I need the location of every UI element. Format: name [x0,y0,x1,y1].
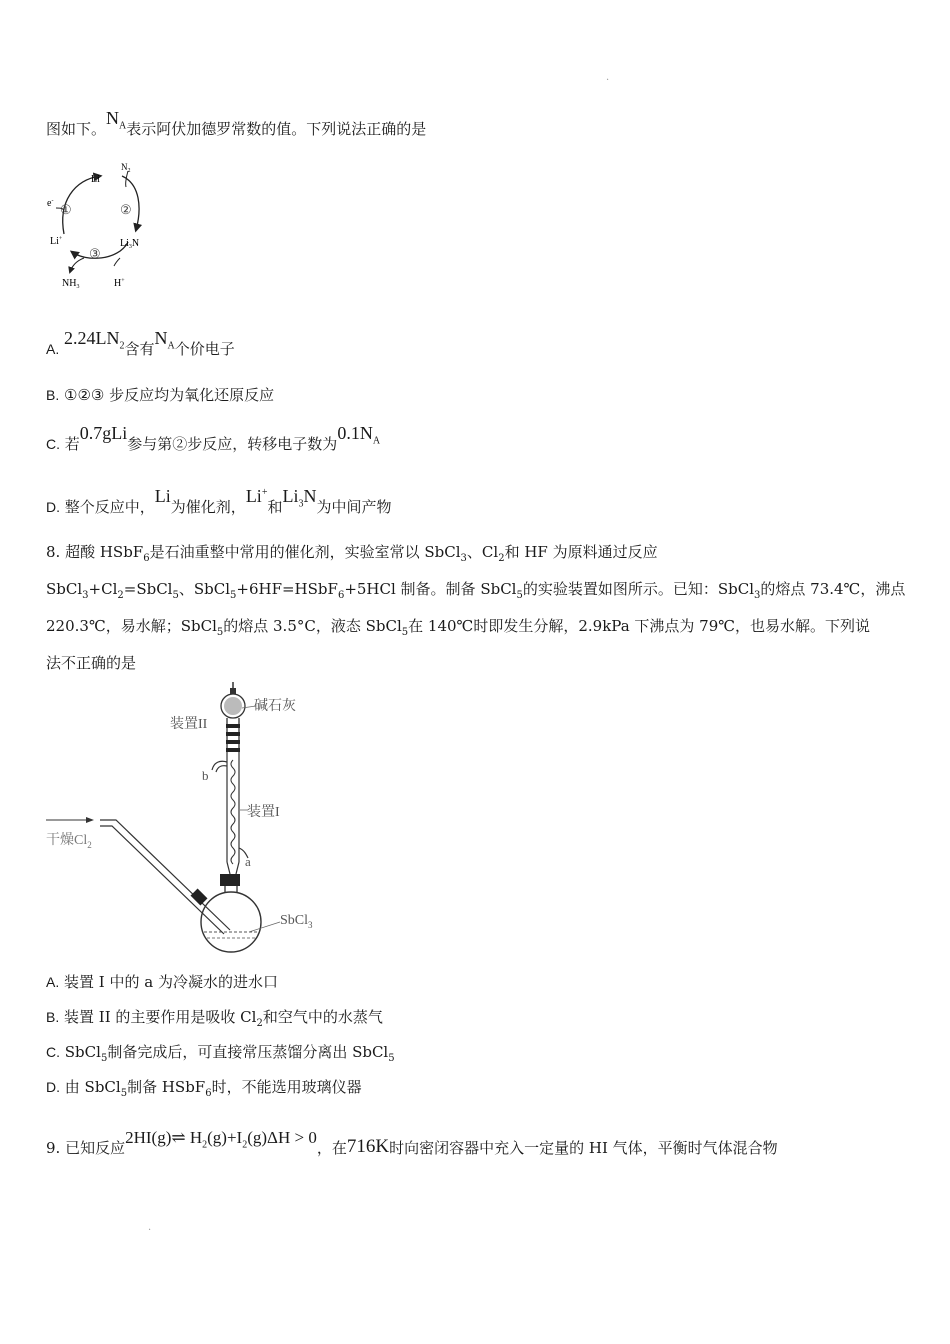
option-label: B. [46,1009,60,1025]
electron-label: e- [47,198,54,209]
q7-intro [46,108,427,147]
sbcl3-label: SbCl$_3$ [280,913,313,930]
scan-dot: . [606,72,610,83]
q9-stem: 9. 已知反应2HI(g)⇌ $H_2(g)+I_2(g)\Delta H > 0$，在716K时向密闭容器中充入一定量的 HI 气体，平衡时气体混合物 [46,1128,778,1157]
flask-stopper [220,874,240,886]
q8-stem-line3: 220.3℃，易水解；SbCl$_5$的熔点 3.5°C，液态 SbCl$_5$在 140℃时即发生分解，2.9kPa 下沸点为 79℃，也易水解。下列说 [46,617,871,638]
nh3-label: $NH_3$ [62,278,80,290]
math-li3n: $Li_3N$ [282,486,317,510]
nitrogen-cycle-diagram [44,158,164,296]
scan-dot: . [148,1222,152,1233]
option-label: C. [46,1044,60,1060]
q7-option-b [46,385,274,405]
option-label: B. [46,387,60,403]
q8-option-d: D. 由 SbCl$_5$制备 HSbF$_6$时，不能选用玻璃仪器 [46,1078,362,1099]
option-label: A. [46,341,60,357]
option-text: ①②③ 步反应均为氧化还原反应 [64,386,275,404]
option-text: 装置 I 中的 a 为冷凝水的进水口 [64,973,278,991]
temperature: 716K [346,1136,390,1157]
q7-option-a: A. $2.24LN_2$含有$N_A$个价电子 [46,328,235,358]
step3-marker: ③ [89,246,101,261]
option-label: C. [46,436,60,452]
outlet-b-label: b [202,768,209,783]
intro-text: 图如下。 [46,120,107,138]
na-symbol: $N_A$ [106,108,127,132]
option-label: D. [46,1079,60,1095]
na-symbol: $N_A$ [154,328,175,352]
q8-stem-line2: $SbCl_3+Cl_2=SbCl_5$、SbCl$_5$+6HF=HSbF$_6$+5HCl 制备。制备 SbCl$_5$的实验装置如图所示。已知：SbCl$_3$的熔点 73.4℃，沸点 [46,580,906,601]
option-label: D. [46,499,60,515]
apparatus-diagram [44,680,354,955]
option-label: A. [46,974,60,990]
inlet-a-label: a [245,854,251,869]
math-li-plus: Li+ [245,486,268,506]
li3n-label: $Li_3N$ [120,238,140,250]
soda-lime-label: 碱石灰 [254,699,296,714]
q8-option-a [46,972,278,992]
math-0.1na: $0.1N_A$ [337,423,381,447]
q8-stem-line1: 8. 超酸 HSbF$_6$是石油重整中常用的催化剂，实验室常以 SbCl$_3$、$Cl_2$和 HF 为原料通过反应 [46,543,658,564]
step1-marker: ① [60,202,72,217]
round-bottom-flask [201,892,261,952]
li-plus-label: Li+ [50,236,63,247]
dry-cl2-label: 干燥$Cl_2$ [46,833,92,850]
math-0.7gli: 0.7gLi [79,423,128,443]
h-plus-label: H+ [114,278,125,289]
intro-text: 表示阿伏加德罗常数的值。下列说法正确的是 [126,120,427,138]
device-ii-label: 装置II [170,717,208,732]
nh3-outflow [70,258,84,272]
q8-option-b: B. 装置 II 的主要作用是吸收 $Cl_2$和空气中的水蒸气 [46,1008,383,1029]
step2-marker: ② [120,202,132,217]
n2-label: $N_2$ [121,162,131,174]
device-i-label: 装置I [247,805,280,820]
q8-stem-line4: 法不正确的是 [46,654,137,672]
math-li: Li [154,486,171,506]
li-label: Li [91,174,100,185]
h-inflow [114,258,120,266]
q7-option-d: D. 整个反应中，Li为催化剂，Li+和$Li_3N$为中间产物 [46,486,392,516]
q8-option-c: C. SbCl$_5$制备完成后，可直接常压蒸馏分离出 SbCl$_5$ [46,1043,395,1064]
q7-option-c: C. 若0.7gLi参与第②步反应，转移电子数为$0.1N_A$ [46,423,381,453]
math-2.24ln2: $2.24LN_2$ [64,328,125,352]
reaction-equation: 2HI(g)⇌ $H_2(g)+I_2(g)\Delta H > 0$ [125,1128,317,1151]
